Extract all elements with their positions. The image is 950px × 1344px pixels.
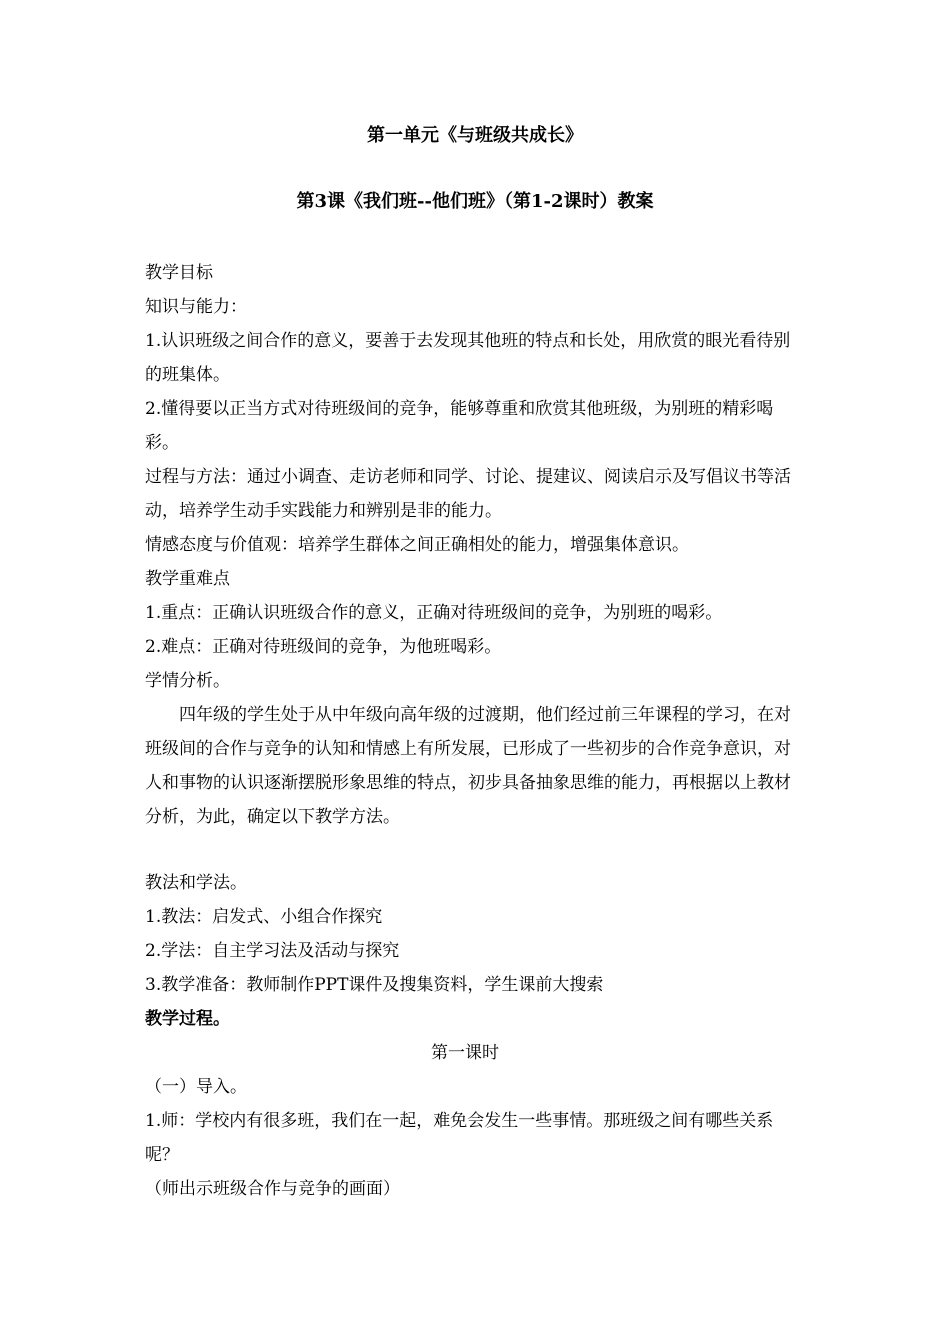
unit-title: 第一单元《与班级共成长》 [367, 125, 583, 146]
method-item-1: 1.教法：启发式、小组合作探究 [145, 907, 383, 927]
methods-heading: 教法和学法。 [145, 873, 247, 893]
section-heading: （一）导入。 [145, 1077, 247, 1097]
period-heading: 第一课时 [431, 1043, 499, 1063]
process-method-text: 过程与方法：通过小调查、走访老师和同学、讨论、提建议、阅读启示及写倡议书等活动，培养学生动手实践能力和辨别是非的能力。 [145, 467, 791, 521]
document-body [145, 256, 805, 1206]
key-points-heading: 教学重难点 [145, 569, 230, 589]
process-note: （师出示班级合作与竞争的画面） [145, 1179, 400, 1199]
objective-item-2: 2.懂得要以正当方式对待班级间的竞争，能够尊重和欣赏其他班级，为别班的精彩喝彩。 [145, 399, 774, 453]
process-item-1: 1.师：学校内有很多班，我们在一起，难免会发生一些事情。那班级之间有哪些关系呢？ [145, 1111, 774, 1165]
method-item-2: 2.学法：自主学习法及活动与探究 [145, 941, 400, 961]
objective-item-1: 1.认识班级之间合作的意义，要善于去发现其他班的特点和长处，用欣赏的眼光看待别的班集体。 [145, 331, 791, 385]
process-heading: 教学过程。 [145, 1009, 230, 1029]
key-point-item-2: 2.难点：正确对待班级间的竞争，为他班喝彩。 [145, 637, 502, 657]
method-item-3: 3.教学准备：教师制作PPT课件及搜集资料，学生课前大搜索 [145, 975, 604, 995]
lesson-title: 第3课《我们班--他们班》（第1-2课时）教案 [296, 191, 654, 212]
blank-line [145, 834, 805, 866]
analysis-paragraph: 四年级的学生处于从中年级向高年级的过渡期，他们经过前三年课程的学习，在对班级间的合作与竞争的认知和情感上有所发展，已形成了一些初步的合作竞争意识，对人和事物的认识逐渐摆脱形象思维的特点，初步具备抽象思维的能力，再根据以上教材分析，为此，确定以下教学方法。 [145, 705, 791, 827]
analysis-heading: 学情分析。 [145, 671, 230, 691]
emotion-text: 情感态度与价值观：培养学生群体之间正确相处的能力，增强集体意识。 [145, 535, 689, 555]
key-point-item-1: 1.重点：正确认识班级合作的意义，正确对待班级间的竞争，为别班的喝彩。 [145, 603, 723, 623]
objectives-heading: 教学目标 [145, 263, 213, 283]
knowledge-heading: 知识与能力： [145, 297, 247, 317]
